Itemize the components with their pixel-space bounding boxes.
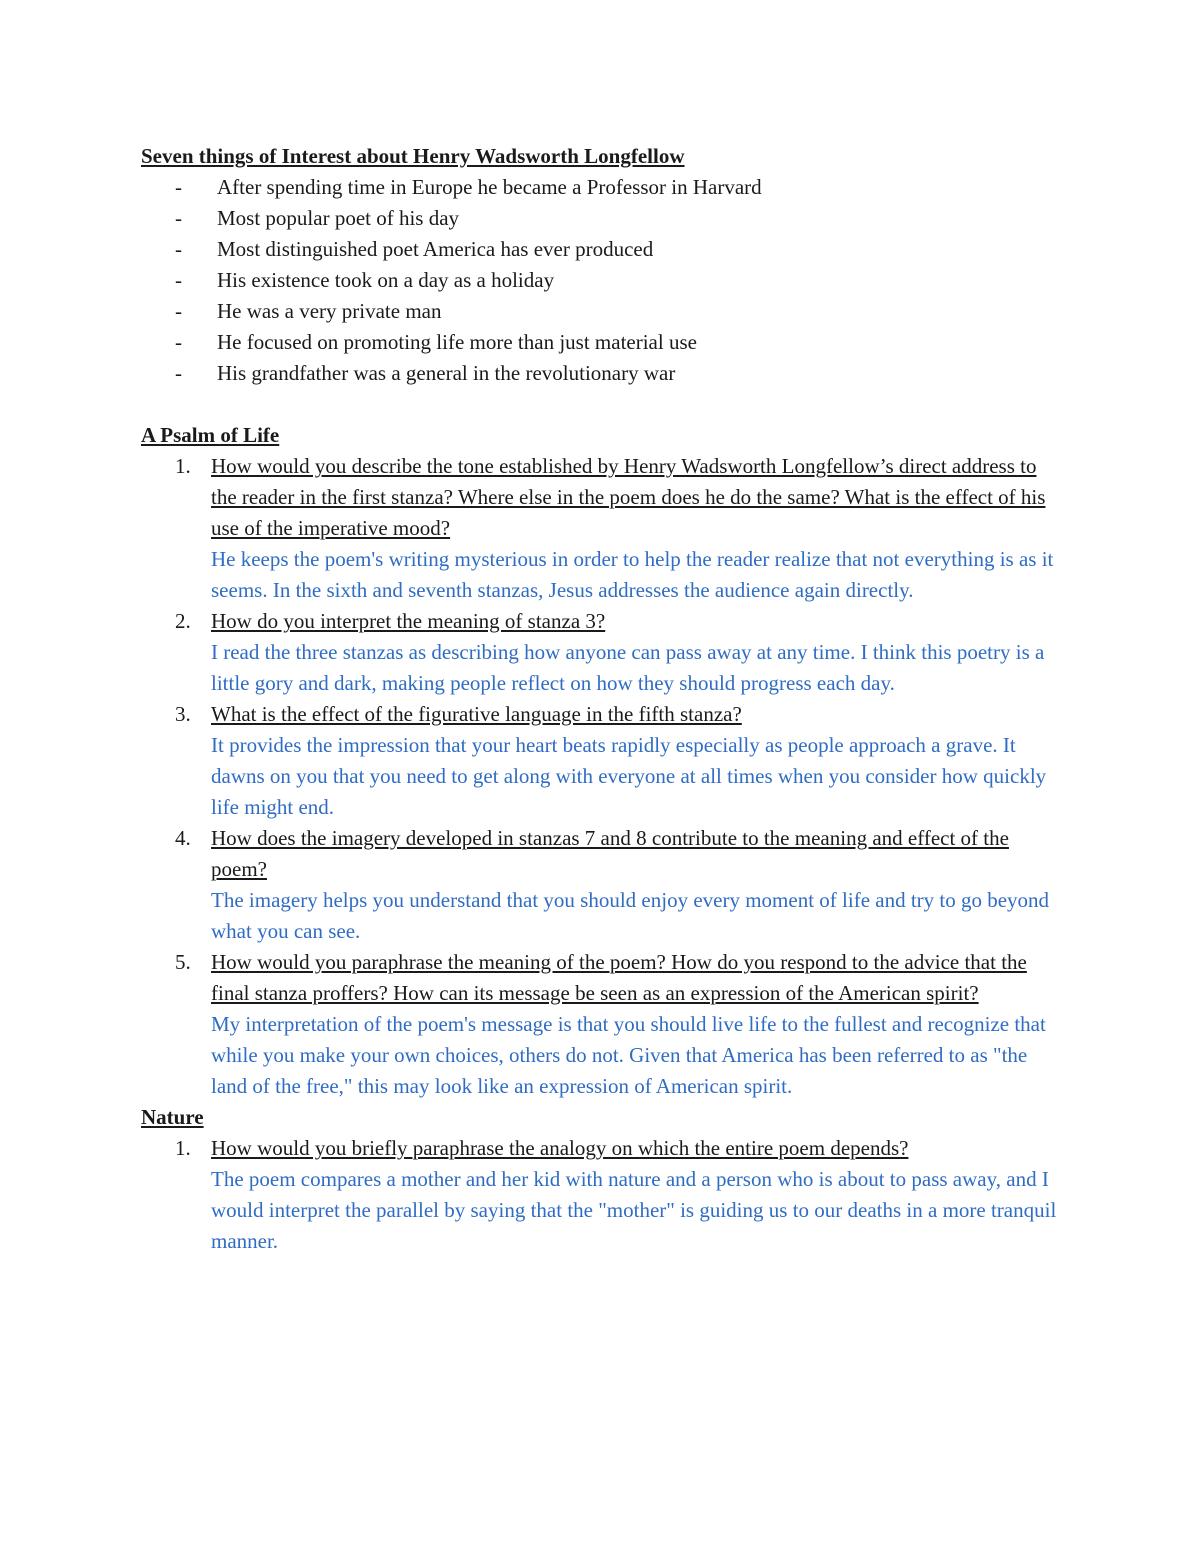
question-text: How would you describe the tone established by Henry Wadsworth Longfellow’s direct address to the reader in the first stanza? Where else in the poem does he do the same? What is the effect of his use of the imperative mood? bbox=[211, 454, 1046, 540]
section-heading-nature: Nature bbox=[141, 1105, 204, 1129]
list-item bbox=[141, 296, 1061, 327]
question-text: How do you interpret the meaning of stanza 3? bbox=[211, 609, 606, 633]
question-item bbox=[141, 451, 1061, 606]
list-item bbox=[141, 172, 1061, 203]
question-item bbox=[141, 1133, 1061, 1257]
psalm-questions-list bbox=[141, 451, 1061, 1102]
dash-marker: - bbox=[175, 330, 182, 354]
dash-marker: - bbox=[175, 237, 182, 261]
question-text: What is the effect of the figurative language in the fifth stanza? bbox=[211, 702, 742, 726]
dash-marker: - bbox=[175, 206, 182, 230]
question-text: How does the imagery developed in stanzas 7 and 8 contribute to the meaning and effect of the poem? bbox=[211, 826, 1009, 881]
question-item bbox=[141, 699, 1061, 823]
question-number: 5. bbox=[175, 950, 191, 974]
section-heading-psalm-of-life: A Psalm of Life bbox=[141, 423, 280, 447]
answer-text: My interpretation of the poem's message is that you should live life to the fullest and recognize that while you make your own choices, others do not. Given that America has been referred to as "the land of the free," this may look like an expression of American spirit. bbox=[211, 1012, 1046, 1098]
list-item-text: He focused on promoting life more than just material use bbox=[217, 330, 697, 354]
list-item-text: Most distinguished poet America has ever produced bbox=[217, 237, 654, 261]
list-item-text: His existence took on a day as a holiday bbox=[217, 268, 555, 292]
dash-marker: - bbox=[175, 361, 182, 385]
answer-text: He keeps the poem's writing mysterious in order to help the reader realize that not everything is as it seems. In the sixth and seventh stanzas, Jesus addresses the audience again directly. bbox=[211, 547, 1054, 602]
answer-text: It provides the impression that your heart beats rapidly especially as people approach a grave. It dawns on you that you need to get along with everyone at all times when you consider how quickly life might end. bbox=[211, 733, 1047, 819]
question-text: How would you paraphrase the meaning of the poem? How do you respond to the advice that the final stanza proffers? How can its message be seen as an expression of the American spirit? bbox=[211, 950, 1027, 1005]
list-item bbox=[141, 358, 1061, 389]
dash-marker: - bbox=[175, 175, 182, 199]
question-text: How would you briefly paraphrase the analogy on which the entire poem depends? bbox=[211, 1136, 909, 1160]
list-item bbox=[141, 265, 1061, 296]
list-item-text: After spending time in Europe he became a Professor in Harvard bbox=[217, 175, 762, 199]
list-item-text: Most popular poet of his day bbox=[217, 206, 460, 230]
question-item bbox=[141, 823, 1061, 947]
answer-text: The poem compares a mother and her kid with nature and a person who is about to pass away, and I would interpret the parallel by saying that the "mother" is guiding us to our deaths in a more tranquil manner. bbox=[211, 1167, 1057, 1253]
question-number: 1. bbox=[175, 1136, 191, 1160]
document-page bbox=[141, 141, 1061, 1257]
facts-list bbox=[141, 172, 1061, 389]
question-item bbox=[141, 947, 1061, 1102]
question-number: 2. bbox=[175, 609, 191, 633]
list-item bbox=[141, 234, 1061, 265]
dash-marker: - bbox=[175, 268, 182, 292]
nature-questions-list bbox=[141, 1133, 1061, 1257]
question-number: 4. bbox=[175, 826, 191, 850]
question-number: 1. bbox=[175, 454, 191, 478]
list-item bbox=[141, 203, 1061, 234]
section-heading-longfellow-facts: Seven things of Interest about Henry Wadsworth Longfellow bbox=[141, 144, 685, 168]
question-item bbox=[141, 606, 1061, 699]
answer-text: I read the three stanzas as describing how anyone can pass away at any time. I think this poetry is a little gory and dark, making people reflect on how they should progress each day. bbox=[211, 640, 1045, 695]
list-item-text: He was a very private man bbox=[217, 299, 442, 323]
answer-text: The imagery helps you understand that you should enjoy every moment of life and try to go beyond what you can see. bbox=[211, 888, 1050, 943]
question-number: 3. bbox=[175, 702, 191, 726]
list-item-text: His grandfather was a general in the revolutionary war bbox=[217, 361, 676, 385]
list-item bbox=[141, 327, 1061, 358]
blank-line bbox=[141, 389, 1061, 420]
dash-marker: - bbox=[175, 299, 182, 323]
